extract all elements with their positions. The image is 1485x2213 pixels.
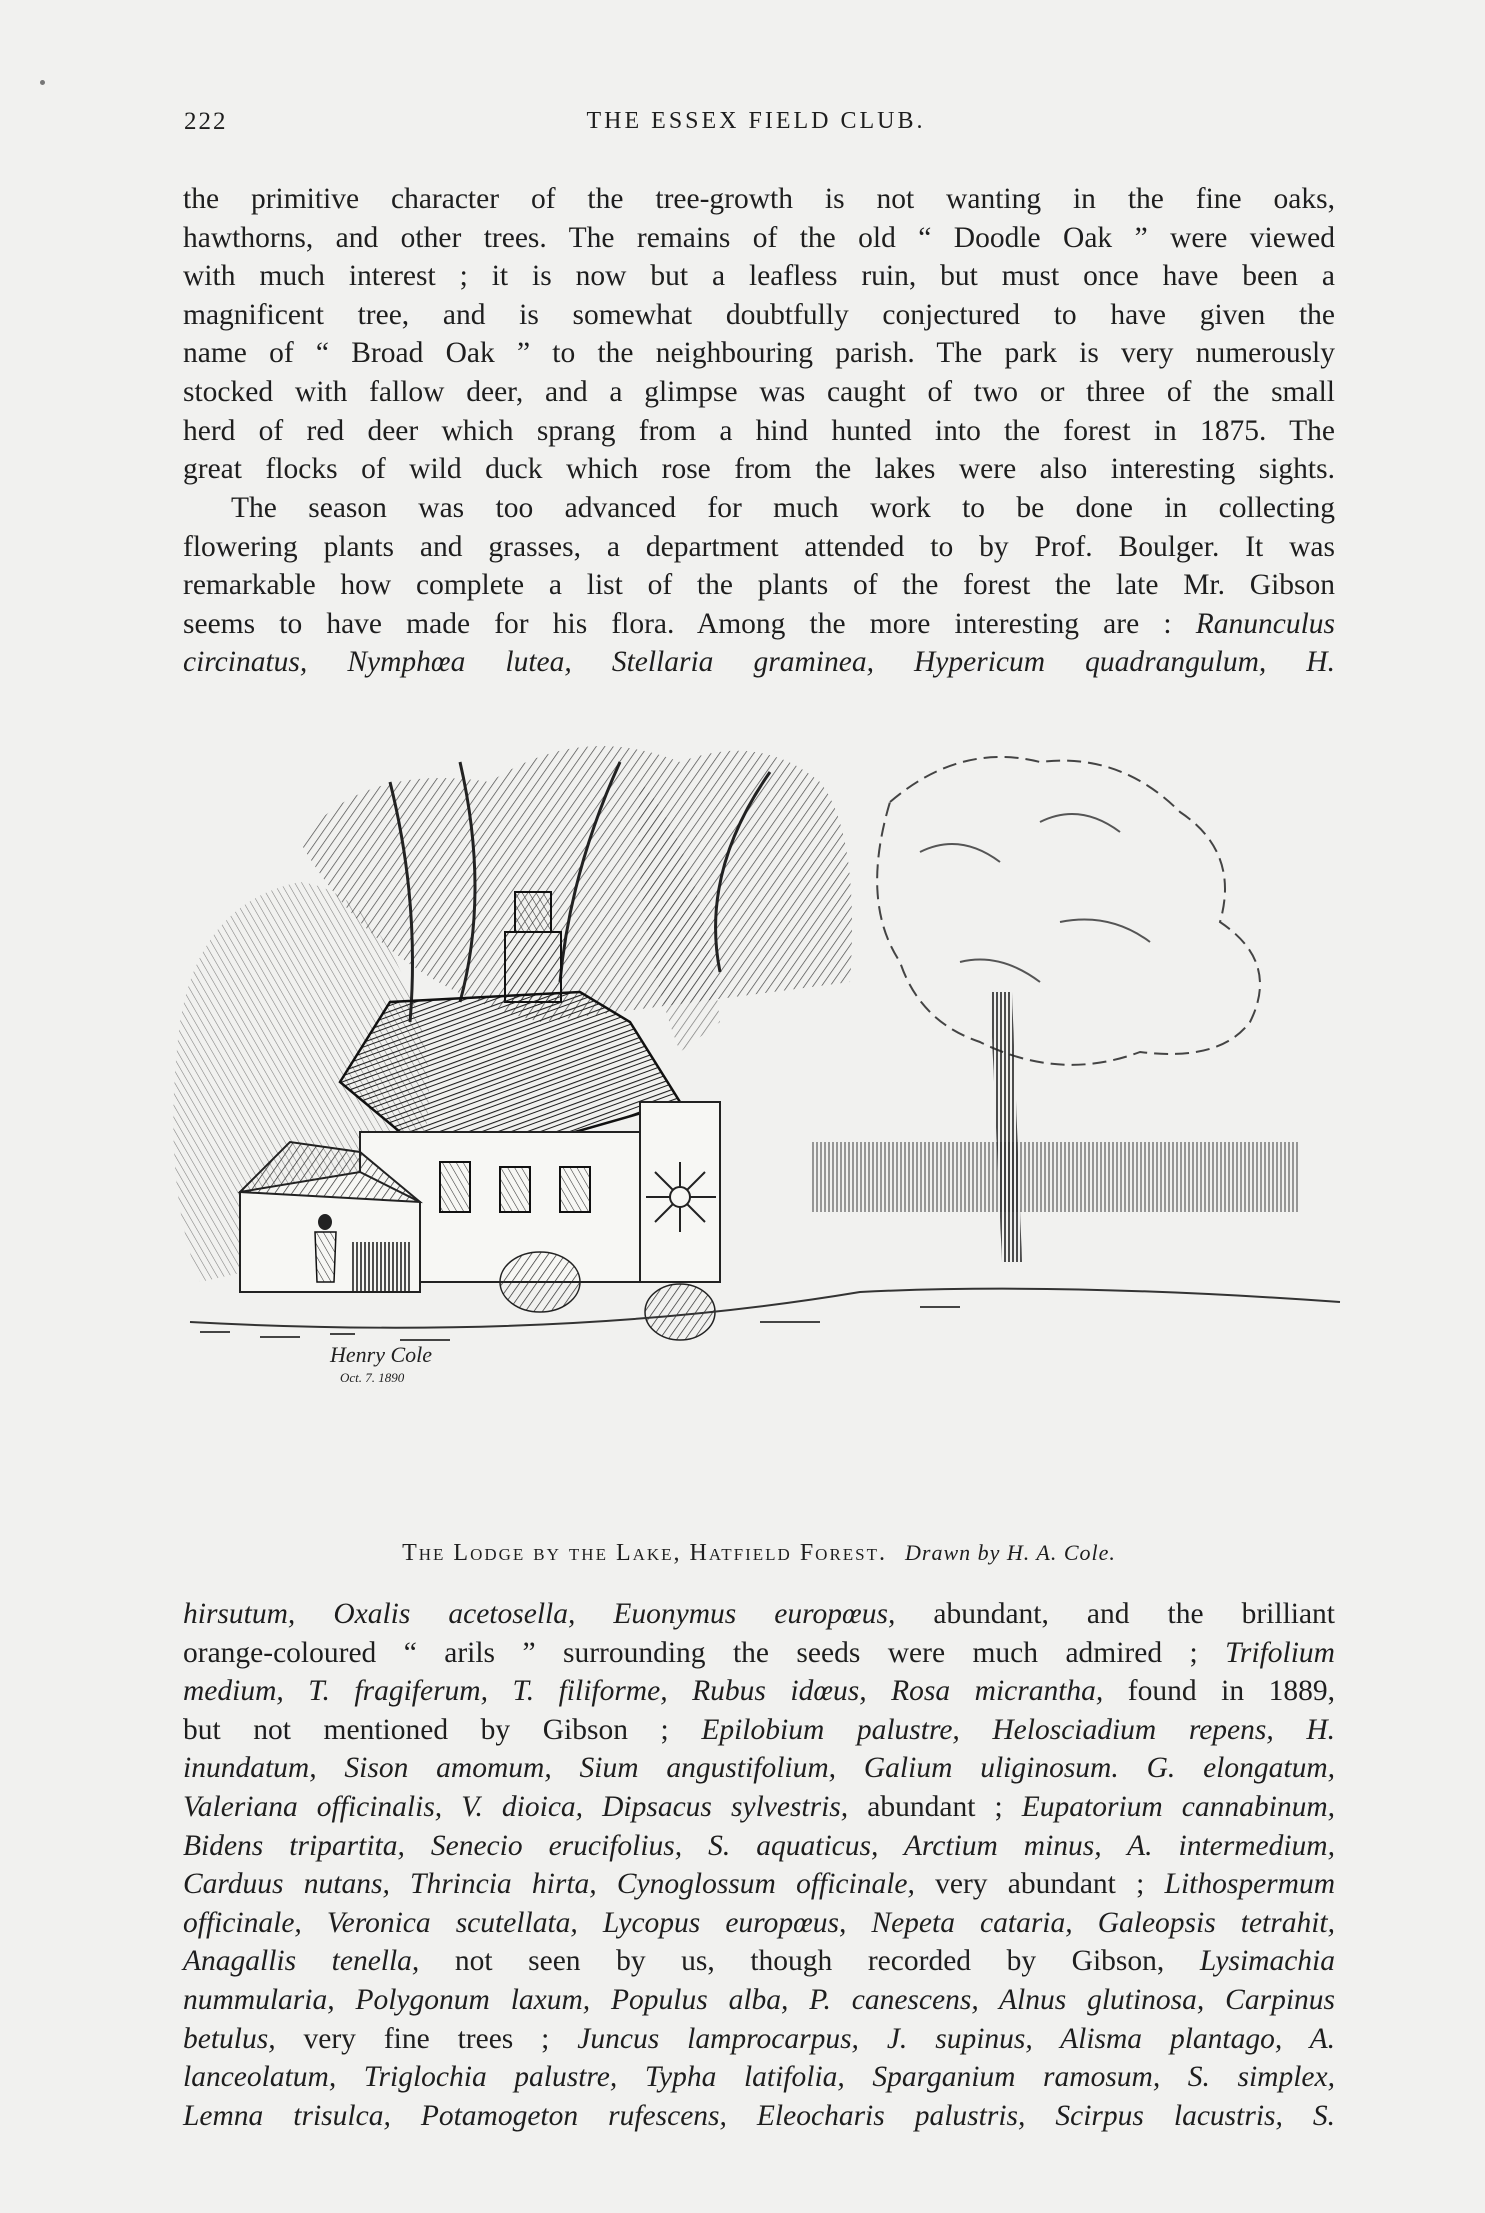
species-list: Trifolium bbox=[1197, 1636, 1335, 1669]
text-line bbox=[183, 1634, 1335, 1673]
text-line bbox=[183, 1904, 1335, 1943]
text-line bbox=[183, 1827, 1335, 1866]
page-header bbox=[180, 108, 1332, 148]
species-name: Ranunculus bbox=[1195, 607, 1335, 640]
text-line bbox=[183, 1788, 1335, 1827]
text-line bbox=[183, 1749, 1335, 1788]
text-line bbox=[183, 2058, 1335, 2097]
species-list: Lithospermum bbox=[1144, 1868, 1335, 1901]
text-line: flowering plants and grasses, a department attended to by Prof. Boulger. It was bbox=[183, 530, 1335, 563]
species-list: betulus, bbox=[183, 2022, 276, 2055]
text-line bbox=[183, 1711, 1335, 1750]
figure-caption bbox=[183, 1540, 1335, 1567]
text-line: great flocks of wild duck which rose from the lakes were also interesting sights. bbox=[183, 453, 1335, 486]
species-list: inundatum, Sison amomum, Sium angustifolium, Galium uliginosum. G. elongatum, bbox=[183, 1752, 1335, 1785]
text-span: very abundant ; bbox=[914, 1868, 1145, 1901]
text-line bbox=[183, 605, 1335, 644]
species-list: lanceolatum, Triglochia palustre, Typha latifolia, Sparganium ramosum, S. simplex, bbox=[183, 2061, 1335, 2094]
running-title: THE ESSEX FIELD CLUB. bbox=[586, 108, 926, 134]
species-list: Juncus lamprocarpus, J. supinus, Alisma plantago, A. bbox=[549, 2022, 1335, 2055]
species-list: Epilobium palustre, Helosciadium repens, H. bbox=[668, 1713, 1336, 1746]
text-span: abundant ; bbox=[848, 1790, 1003, 1823]
species-list: medium, T. fragiferum, T. filiforme, Rubus idœus, Rosa micrantha, bbox=[183, 1675, 1104, 1708]
text-line bbox=[183, 2020, 1335, 2059]
text-span: found in 1889, bbox=[1103, 1675, 1335, 1708]
species-list: Valeriana officinalis, V. dioica, Dipsacus sylvestris, bbox=[183, 1790, 849, 1823]
signature-date: Oct. 7. 1890 bbox=[340, 1370, 405, 1385]
page-number: 222 bbox=[184, 108, 228, 135]
species-list: nummularia, Polygonum laxum, Populus alba, P. canescens, Alnus glutinosa, Carpinus bbox=[183, 1983, 1335, 2016]
text-line: stocked with fallow deer, and a glimpse was caught of two or three of the small bbox=[183, 375, 1335, 408]
engraving-illustration bbox=[160, 722, 1380, 1522]
text-line bbox=[183, 643, 1335, 682]
paragraph-2 bbox=[183, 489, 1335, 682]
text-line: The season was too advanced for much work to be done in collecting bbox=[231, 492, 1335, 524]
text-line bbox=[183, 1672, 1335, 1711]
text-span: abundant, and the brilliant bbox=[895, 1598, 1335, 1630]
text-line bbox=[183, 1942, 1335, 1981]
text-line: the primitive character of the tree-growth is not wanting in the fine oaks, bbox=[183, 183, 1335, 215]
text-line bbox=[183, 1595, 1335, 1634]
species-list: Eupatorium cannabinum, bbox=[1002, 1790, 1335, 1823]
text-line: with much interest ; it is now but a leafless ruin, but must once have been a bbox=[183, 260, 1335, 293]
text-span: not seen by us, though recorded by Gibson, bbox=[419, 1945, 1165, 1978]
text-line bbox=[183, 1865, 1335, 1904]
species-list: Lemna trisulca, Potamogeton rufescens, Eleocharis palustris, Scirpus lacustris, S. bbox=[183, 2099, 1335, 2132]
paragraph-3 bbox=[183, 1595, 1335, 2135]
species-list: Anagallis tenella, bbox=[183, 1945, 420, 1978]
text-line: remarkable how complete a list of the plants of the forest the late Mr. Gibson bbox=[183, 569, 1335, 602]
lodge-drawing bbox=[160, 722, 1380, 1522]
text-line: name of “ Broad Oak ” to the neighbouring parish. The park is very numerously bbox=[183, 337, 1335, 370]
species-list: officinale, Veronica scutellata, Lycopus europœus, Nepeta cataria, Galeopsis tetrahit, bbox=[183, 1906, 1335, 1939]
text-span: very fine trees ; bbox=[275, 2022, 550, 2055]
species-list: circinatus, Nymphœa lutea, Stellaria graminea, Hypericum quadrangulum, H. bbox=[183, 646, 1335, 679]
text-span: but not mentioned by Gibson ; bbox=[183, 1713, 669, 1746]
text-span: seems to have made for his flora. Among the more interesting are : bbox=[183, 607, 1172, 640]
margin-speck bbox=[40, 80, 45, 85]
paragraph-1 bbox=[183, 180, 1335, 489]
text-line: herd of red deer which sprang from a hind hunted into the forest in 1875. The bbox=[183, 414, 1335, 447]
text-line bbox=[183, 2097, 1335, 2136]
species-list: hirsutum, Oxalis acetosella, Euonymus europœus, bbox=[183, 1598, 896, 1630]
caption-title: The Lodge by the Lake, Hatfield Forest. bbox=[402, 1540, 888, 1566]
species-list: Carduus nutans, Thrincia hirta, Cynoglossum officinale, bbox=[183, 1868, 915, 1901]
text-line: hawthorns, and other trees. The remains of the old “ Doodle Oak ” were viewed bbox=[183, 221, 1335, 254]
species-list: Lysimachia bbox=[1164, 1945, 1335, 1978]
text-span: orange-coloured “ arils ” surrounding the seeds were much admired ; bbox=[183, 1636, 1198, 1669]
text-line bbox=[183, 1981, 1335, 2020]
artist-signature: Henry Cole bbox=[330, 1342, 433, 1367]
text-line: magnificent tree, and is somewhat doubtfully conjectured to have given the bbox=[183, 298, 1335, 331]
species-list: Bidens tripartita, Senecio erucifolius, S. aquaticus, Arctium minus, A. intermedium, bbox=[183, 1829, 1335, 1862]
caption-credit: Drawn by H. A. Cole. bbox=[905, 1540, 1116, 1565]
